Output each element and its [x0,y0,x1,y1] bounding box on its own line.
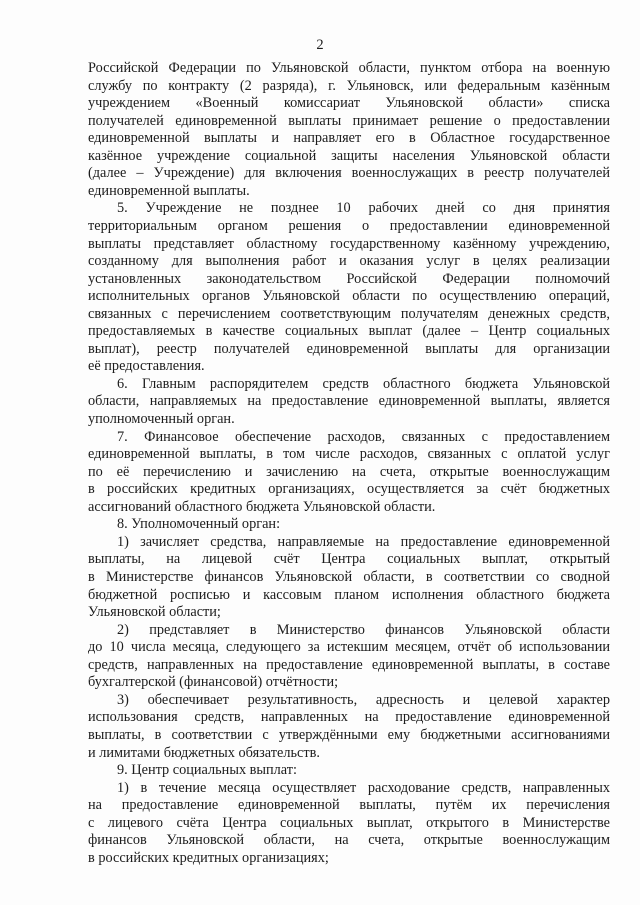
text-line: 5. Учреждение не позднее 10 рабочих дней со дня принятия [117,200,610,217]
text-line: единовременной выплаты и направляет его в Областное государственное [88,130,610,147]
text-line: в российских кредитных организациях, осуществляется за счёт бюджетных [88,481,610,498]
text-line: казённое учреждение социальной защиты населения Ульяновской области [88,147,610,164]
text-line: области, направляемых на предоставление единовременной выплаты, является [88,393,610,410]
text-line: 7. Финансовое обеспечение расходов, связанных с предоставлением [117,428,610,445]
text-line: уполномоченный орган. [88,411,235,427]
text-line: ассигнований областного бюджета Ульяновской области. [88,498,436,515]
text-line: 6. Главным распорядителем средств областного бюджета Ульяновской [117,375,610,392]
text-line: бухгалтерской (финансовой) отчётности; [88,674,339,691]
text-line: единовременной выплаты. [88,182,250,199]
text-line: выплаты, на лицевой счёт Центра социальных выплат, открытый [88,551,610,568]
page-number: 2 [316,37,324,53]
text-line: предоставляемых в качестве социальных выплат (далее – Центр социальных [88,323,610,340]
text-line: созданному для выполнения работ и оказания услуг в целях реализации [88,253,610,270]
text-line: бюджетной росписью и кассовым планом исполнения областного бюджета [88,586,610,603]
text-line: в российских кредитных организациях; [88,849,329,866]
text-line: получателей единовременной выплаты принимает решение о предоставлении [88,112,610,129]
text-line: по её перечислению и зачислению на счета, открытые военнослужащим [88,463,610,480]
text-line: в Министерстве финансов Ульяновской области, в соответствии со сводной [88,569,610,585]
text-line: 9. Центр социальных выплат: [117,762,298,778]
text-line: на предоставление единовременной выплаты, путём их перечисления [88,797,610,814]
text-line: и лимитами бюджетных обязательств. [88,744,320,761]
text-line: использования средств, направленных на предоставление единовременной [88,709,610,726]
text-line: 8. Уполномоченный орган: [117,516,281,533]
text-line: исполнительных органов Ульяновской области по осуществлению операций, [88,288,610,305]
text-line: выплаты, в соответствии с утверждёнными ему бюджетными ассигнованиями [88,726,610,743]
text-line: (далее – Учреждение) для включения военнослужащих в реестр получателей [88,165,610,182]
text-line: 1) зачисляет средства, направляемые на предоставление единовременной [117,533,610,550]
text-line: связанных с перечислением соответствующим получателям денежных средств, [88,305,610,322]
text-line: учреждением «Военный комиссариат Ульяновской области» списка [88,95,610,112]
text-line: 3) обеспечивает результативность, адресность и целевой характер [117,691,610,708]
text-line: выплат), реестр получателей единовременной выплаты для организации [88,340,610,357]
text-line: средств, направленных на предоставление единовременной выплаты, в составе [88,656,610,673]
text-line: установленных законодательством Российской Федерации полномочий [88,270,610,287]
text-line: Ульяновской области; [88,604,221,621]
text-line: финансов Ульяновской области, на счета, открытые военнослужащим [88,832,610,849]
text-line: 1) в течение месяца осуществляет расходование средств, направленных [117,779,610,796]
text-line: 2) представляет в Министерство финансов Ульяновской области [117,621,610,638]
text-line: территориальным органом решения о предоставлении единовременной [88,218,610,234]
text-line: Российской Федерации по Ульяновской области, пунктом отбора на военную [88,60,610,76]
text-line: службу по контракту (2 разряда), г. Ульяновск, или федеральным казённым [88,77,610,94]
text-line: её предоставления. [88,358,205,375]
text-line: выплаты представляет областному государственному казённому учреждению, [88,235,610,252]
text-line: до 10 числа месяца, следующего за истекшим месяцем, отчёт об использовании [88,639,610,656]
text-line: единовременной выплаты, в том числе расходов, связанных с оплатой услуг [88,446,610,463]
text-line: с лицевого счёта Центра социальных выплат, открытого в Министерстве [88,814,610,831]
